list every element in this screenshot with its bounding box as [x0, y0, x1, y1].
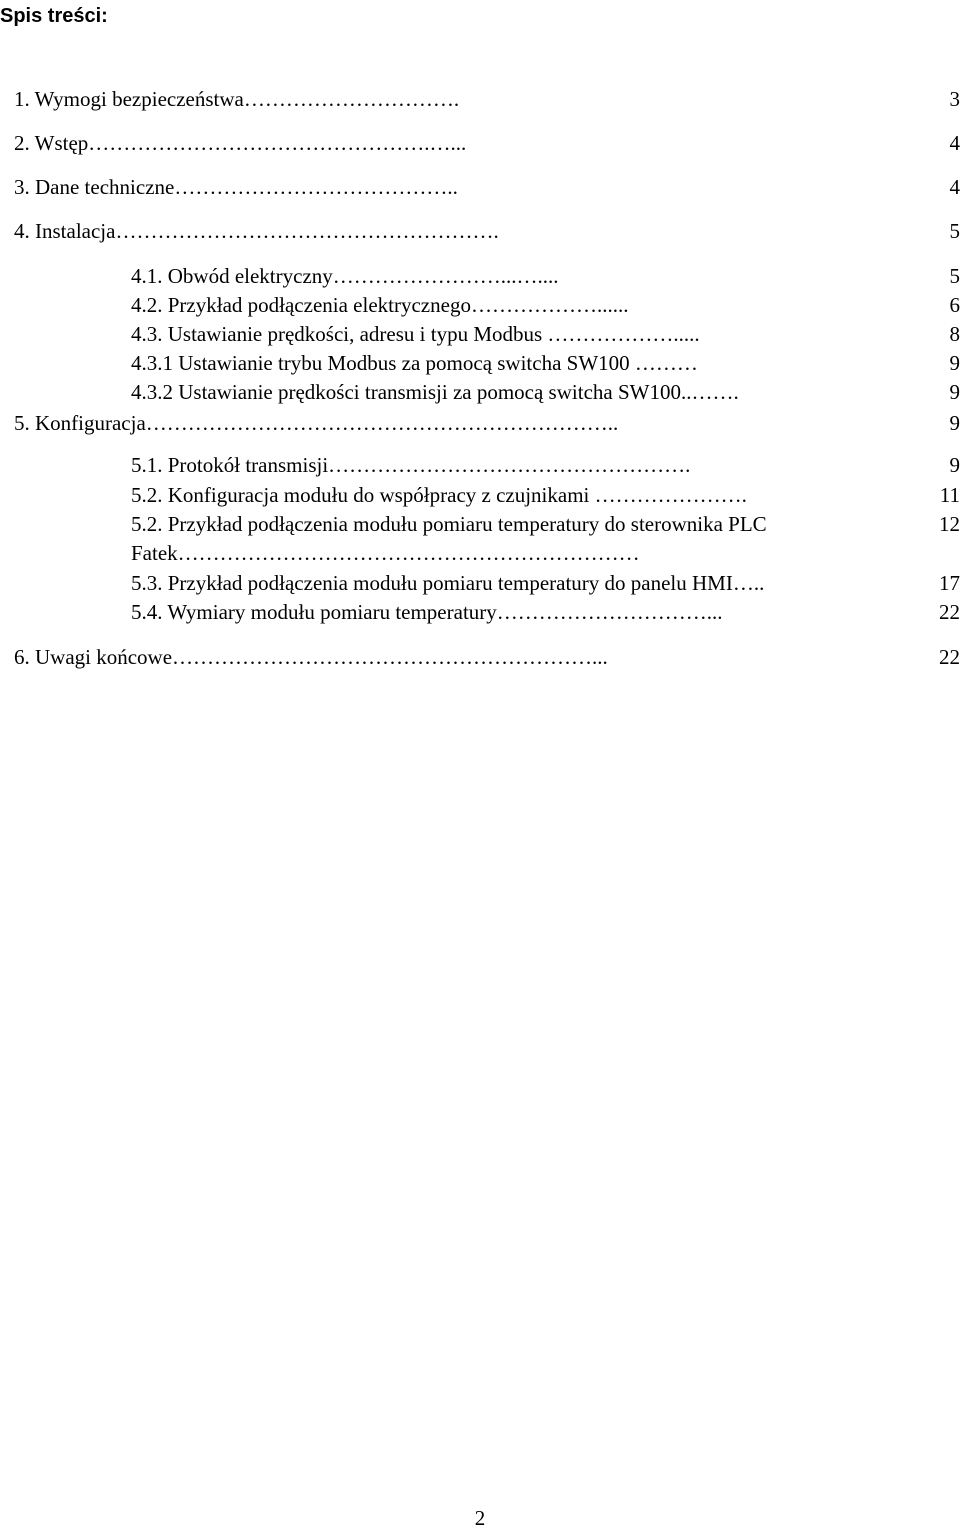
toc-entry-text: 4.2. Przykład podłączenia elektrycznego………………...... — [131, 293, 629, 317]
toc-entry-text: 6. Uwagi końcowe……………………………………………………... — [14, 645, 608, 669]
toc-entry-text: 4.1. Obwód elektryczny……………………...….... — [131, 264, 559, 288]
toc-entry-page: 9 — [949, 380, 960, 404]
toc-entry-page: 11 — [939, 483, 960, 507]
toc-entry — [131, 541, 960, 565]
toc-entry — [131, 571, 960, 595]
toc-entry — [14, 131, 960, 155]
toc-entry-page: 9 — [949, 351, 960, 375]
toc-entry-page: 6 — [949, 293, 960, 317]
toc-entry-text: 5. Konfiguracja………………………………………………………….. — [14, 411, 619, 435]
toc-entry — [14, 175, 960, 199]
toc-entry-page: 22 — [939, 645, 960, 669]
toc-entry-text: 4. Instalacja………………………………………………. — [14, 219, 499, 243]
toc-entry-page: 9 — [949, 453, 960, 477]
toc-entry-page: 12 — [939, 512, 960, 536]
toc-entry-page: 17 — [939, 571, 960, 595]
page-number: 2 — [474, 1506, 486, 1530]
toc-entry — [131, 600, 960, 624]
toc-entry-page: 9 — [949, 411, 960, 435]
toc-entry-text: 5.3. Przykład podłączenia modułu pomiaru temperatury do panelu HMI….. — [131, 571, 765, 595]
toc-entry — [131, 351, 960, 375]
toc-entry-text: 4.3.1 Ustawianie trybu Modbus za pomocą switcha SW100 ……… — [131, 351, 698, 375]
toc-entry-page: 4 — [949, 131, 960, 155]
toc-entry-text: 5.4. Wymiary modułu pomiaru temperatury…………………………... — [131, 600, 723, 624]
toc-heading: Spis treści: — [0, 5, 108, 27]
toc-entry-page: 4 — [949, 175, 960, 199]
toc-entry-text: 2. Wstęp………………………………………….…... — [14, 131, 467, 155]
toc-entry — [131, 453, 960, 477]
toc-entry — [14, 87, 960, 111]
toc-entry — [131, 512, 960, 536]
toc-entry — [131, 483, 960, 507]
toc-entry — [14, 219, 960, 243]
toc-entry-page: 8 — [949, 322, 960, 346]
toc-entry-text: 1. Wymogi bezpieczeństwa…………………………. — [14, 87, 460, 111]
toc-entry-page: 5 — [949, 264, 960, 288]
toc-entry-page: 3 — [949, 87, 960, 111]
toc-entry-text: 3. Dane techniczne………………………………….. — [14, 175, 458, 199]
toc-entry — [14, 411, 960, 435]
toc-entry-page: 22 — [939, 600, 960, 624]
toc-entry-page: 5 — [949, 219, 960, 243]
toc-entry-text: 5.2. Konfiguracja modułu do współpracy z czujnikami …………………. — [131, 483, 747, 507]
toc-entry — [14, 645, 960, 669]
toc-entry-text: 5.1. Protokół transmisji……………………………………………. — [131, 453, 691, 477]
toc-entry-text: Fatek………………………………………………………… — [131, 541, 640, 565]
toc-entry-text: 5.2. Przykład podłączenia modułu pomiaru temperatury do sterownika PLC — [131, 512, 767, 536]
toc-entry-text: 4.3. Ustawianie prędkości, adresu i typu Modbus ………………..... — [131, 322, 700, 346]
toc-entry — [131, 322, 960, 346]
toc-entry — [131, 380, 960, 404]
toc-entry-text: 4.3.2 Ustawianie prędkości transmisji za pomocą switcha SW100..……. — [131, 380, 739, 404]
toc-entry — [131, 293, 960, 317]
toc-entry — [131, 264, 960, 288]
